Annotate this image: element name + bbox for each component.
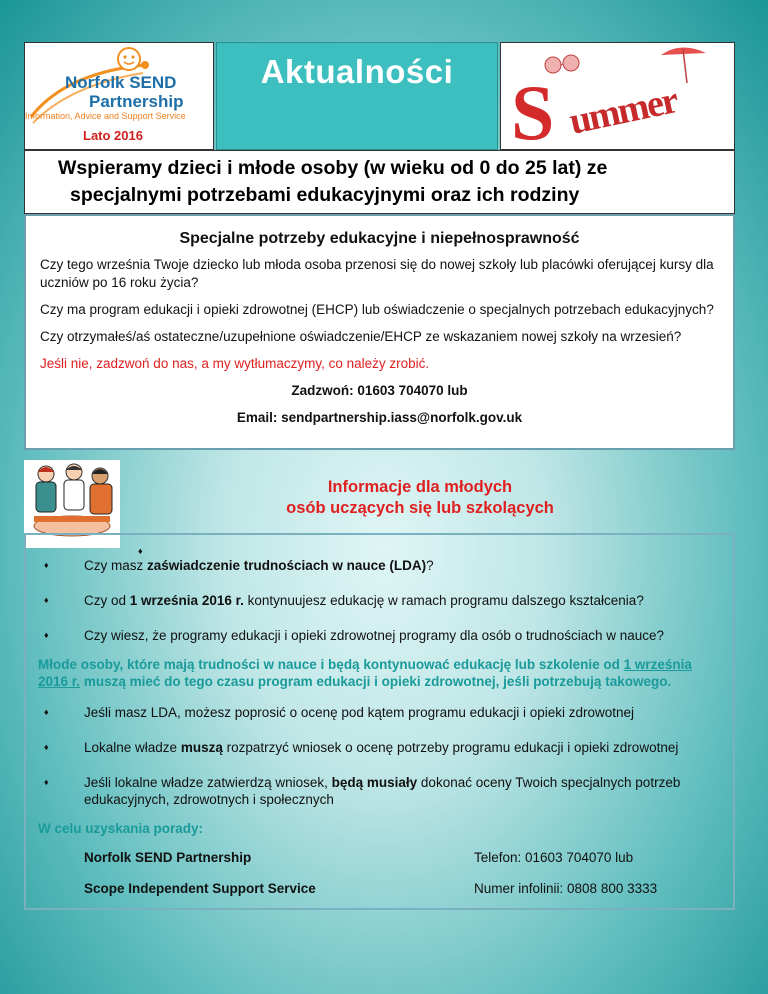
diamond-bullet-icon: ♦ <box>44 777 49 787</box>
sen-question-3: Czy otrzymałeś/aś ostateczne/uzupełnione oświadczenie/EHCP ze wskazaniem nowej szkoły na wrzesień? <box>40 329 682 344</box>
advice-heading: W celu uzyskania porady: <box>38 821 204 836</box>
summer-image <box>500 42 735 150</box>
list-item: ♦ Jeśli masz LDA, możesz poprosić o ocenę pod kątem programu edukacji i opieki zdrowotnej <box>44 705 635 720</box>
season-label: Lato 2016 <box>83 128 143 143</box>
title-panel <box>216 42 498 150</box>
page-title: Aktualności <box>260 53 454 90</box>
diamond-bullet-icon: ♦ <box>44 630 49 640</box>
young-people-title <box>220 477 620 519</box>
contact-name: Norfolk SEND Partnership <box>84 850 252 865</box>
logo-panel <box>24 42 214 150</box>
diamond-bullet-icon: ♦ <box>44 595 49 605</box>
diamond-bullet-icon: ♦ <box>44 742 49 752</box>
logo-line1: Norfolk SEND <box>65 73 177 92</box>
sen-section <box>24 214 735 450</box>
stray-bullet-icon: ♦ <box>138 546 143 556</box>
contact-name: Scope Independent Support Service <box>84 881 316 896</box>
diamond-bullet-icon: ♦ <box>44 560 49 570</box>
young-people-title-line1: Informacje dla młodych <box>327 478 513 496</box>
email-line: Email: sendpartnership.iass@norfolk.gov.uk <box>236 410 523 425</box>
young-people-title-line2: osób uczących się lub szkolących <box>286 499 554 517</box>
list-item: ♦ Jeśli lokalne władze zatwierdzą wniosek, będą musiały dokonać oceny Twoich specjalnych potrzeb edukacyjnych, zdrowotnych i społecznych <box>44 775 681 807</box>
contact-phone: Numer infolinii: 0808 800 3333 <box>474 881 658 896</box>
phone-line: Zadzwoń: 01603 704070 lub <box>291 383 468 398</box>
sen-question-1: Czy tego września Twoje dziecko lub młoda osoba przenosi się do nowej szkoły lub placówki oferującej kursy dla uczniów po 16 roku życia? <box>40 257 714 290</box>
summer-word-rest: ummer <box>565 79 681 143</box>
logo-line2: Partnership <box>89 92 184 111</box>
sen-heading: Specjalne potrzeby edukacyjne i niepełnosprawność <box>179 230 580 247</box>
sen-question-2: Czy ma program edukacji i opieki zdrowotnej (EHCP) lub oświadczenie o specjalnych potrzebach edukacyjnych? <box>40 302 714 317</box>
banner-line1: Wspieramy dzieci i młode osoby (w wieku od 0 do 25 lat) ze <box>58 157 608 179</box>
contact-list <box>38 849 721 897</box>
list-item: ♦ Czy od 1 września 2016 r. kontynuujesz edukację w ramach programu dalszego kształcenia? <box>44 593 644 608</box>
deadline-note: Młode osoby, które mają trudności w nauce i będą kontynuować edukację lub szkolenie od 1 września 2016 r. muszą mieć do tego czasu program edukacji i opieki zdrowotnej, jeśli potrzebują takowego. <box>38 657 692 689</box>
diamond-bullet-icon: ♦ <box>44 707 49 717</box>
intro-banner <box>24 150 735 214</box>
list-item: ♦ Lokalne władze muszą rozpatrzyć wniosek o ocenę potrzeby programu edukacji i opieki zdrowotnej <box>44 740 679 755</box>
young-people-section <box>24 533 735 910</box>
list-item: ♦ Czy masz zaświadczenie trudnościach w nauce (LDA)? <box>44 558 434 573</box>
list-item: ♦ Czy wiesz, że programy edukacji i opieki zdrowotnej programy dla osób o trudnościach w nauce? <box>44 628 665 643</box>
svg-text:S: S <box>511 69 555 149</box>
contact-phone: Telefon: 01603 704070 lub <box>474 850 634 865</box>
banner-line2: specjalnymi potrzebami edukacyjnymi oraz ich rodziny <box>70 184 580 206</box>
sen-call-to-action: Jeśli nie, zadzwoń do nas, a my wytłumaczymy, co należy zrobić. <box>40 356 430 371</box>
logo-tagline: Information, Advice and Support Service <box>25 111 186 121</box>
